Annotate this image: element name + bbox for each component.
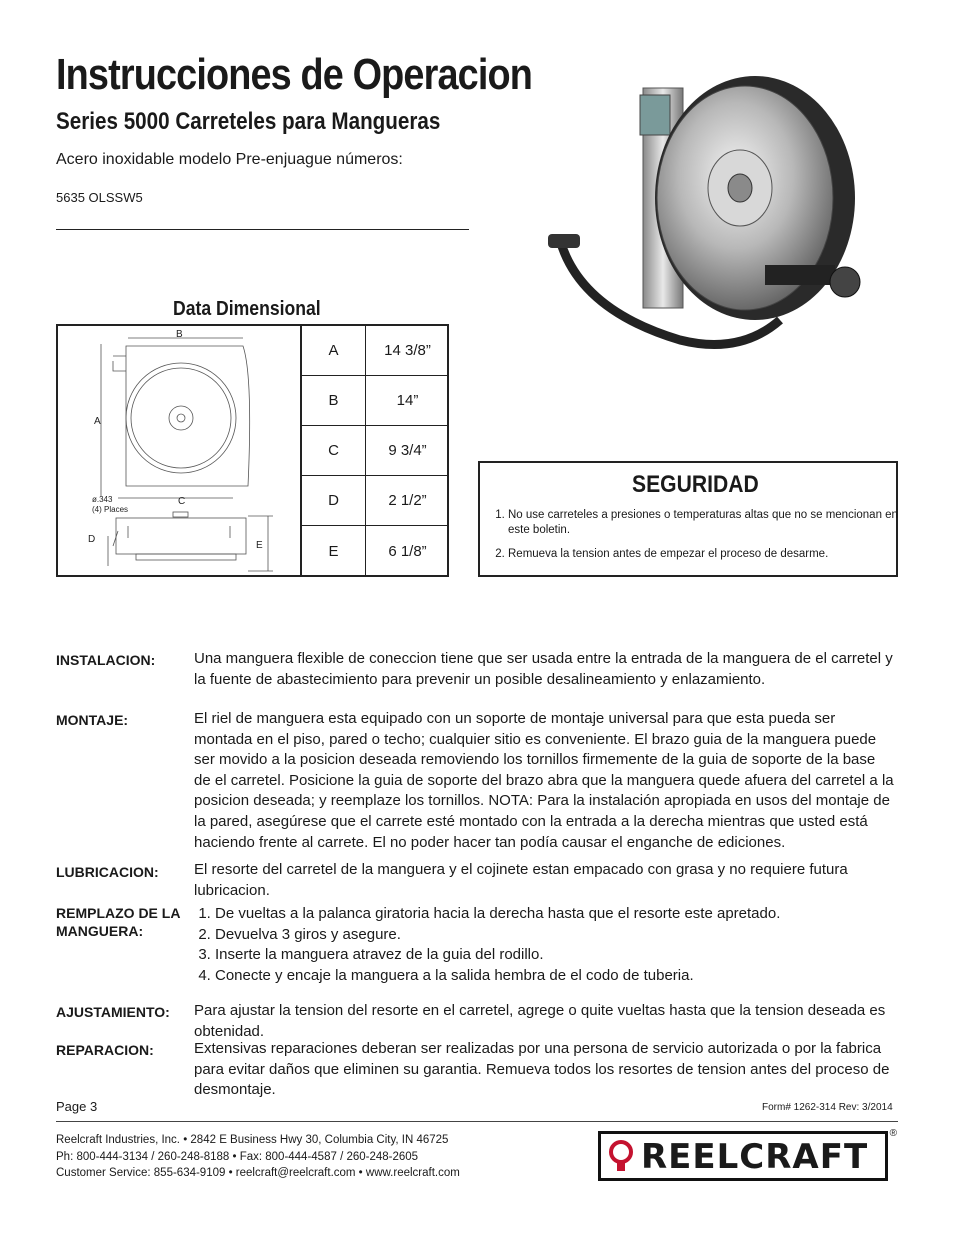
registered-mark: ® bbox=[889, 1128, 897, 1139]
dimension-key: E bbox=[302, 526, 366, 576]
list-item: 1. De vueltas a la palanca giratoria hacia la derecha hasta que el resorte este apretado. bbox=[215, 904, 894, 925]
reel-emblem-icon bbox=[607, 1140, 635, 1172]
dimension-table bbox=[300, 326, 449, 575]
hose-reel-photo bbox=[540, 70, 870, 350]
page-title: Instrucciones de Operacion bbox=[56, 50, 533, 99]
table-row bbox=[302, 526, 449, 576]
section-label-reparacion: REPARACION: bbox=[56, 1042, 154, 1058]
section-label-lubricacion: LUBRICACION: bbox=[56, 864, 159, 880]
address-line: Reelcraft Industries, Inc. • 2842 E Business Hwy 30, Columbia City, IN 46725 bbox=[56, 1134, 449, 1146]
company-address bbox=[56, 1132, 460, 1182]
model-intro: Acero inoxidable modelo Pre-enjuague números: bbox=[56, 151, 403, 168]
section-text-lubricacion: El resorte del carretel de la manguera y el cojinete estan empacado con grasa y no requiere futura lubricacion. bbox=[194, 861, 848, 899]
list-item: 2. Remueva la tension antes de empezar el proceso de desarme. bbox=[508, 547, 898, 562]
table-row bbox=[302, 476, 449, 526]
form-number: Form# 1262-314 Rev: 3/2014 bbox=[762, 1102, 893, 1113]
drawing-label-hole-diameter: ø.343 bbox=[92, 495, 113, 504]
table-row bbox=[302, 376, 449, 426]
page-number: Page 3 bbox=[56, 1099, 98, 1114]
dimension-drawing bbox=[58, 326, 300, 575]
dimensional-heading: Data Dimensional bbox=[173, 298, 321, 320]
list-item: 2. Devuelva 3 giros y asegure. bbox=[215, 925, 894, 946]
dimension-key: B bbox=[302, 376, 366, 425]
safety-box bbox=[478, 461, 898, 577]
section-label-montaje: MONTAJE: bbox=[56, 712, 129, 728]
table-row bbox=[302, 326, 449, 376]
drawing-label-hole-count: (4) Places bbox=[92, 505, 129, 514]
drawing-label-c: C bbox=[178, 496, 186, 507]
section-text-ajustamiento: Para ajustar la tension del resorte en el carretel, agrege o quite vueltas hasta que la tension deseada es obtenidad. bbox=[194, 1002, 886, 1040]
dimension-key: C bbox=[302, 426, 366, 475]
safety-heading: SEGURIDAD bbox=[632, 471, 759, 498]
dimension-value: 9 3/4” bbox=[388, 442, 427, 459]
dimension-value: 6 1/8” bbox=[388, 542, 427, 560]
dimension-key: D bbox=[302, 476, 366, 525]
dimension-value: 14 3/8” bbox=[384, 342, 431, 359]
drawing-label-d: D bbox=[88, 534, 96, 545]
list-item: 4. Conecte y encaje la manguera a la salida hembra de el codo de tuberia. bbox=[215, 966, 894, 987]
dimensional-box bbox=[56, 324, 449, 577]
address-line: Ph: 800-444-3134 / 260-248-8188 • Fax: 800-444-4587 / 260-248-2605 bbox=[56, 1150, 419, 1163]
list-item: 3. Inserte la manguera atravez de la guia del rodillo. bbox=[215, 945, 894, 966]
footer-divider bbox=[56, 1121, 898, 1122]
drawing-label-e: E bbox=[256, 540, 263, 551]
safety-list bbox=[488, 508, 898, 571]
dimension-key: A bbox=[302, 326, 366, 375]
section-text-reparacion: Extensivas reparaciones deberan ser realizadas por una persona de servicio autorizada o por la fabrica para evitar daños que eliminen su garantia. Remueva todos los resortes de tension antes del proceso de desmontaje. bbox=[194, 1040, 890, 1099]
dimension-value: 2 1/2” bbox=[388, 492, 427, 509]
page-subtitle: Series 5000 Carreteles para Mangueras bbox=[56, 108, 441, 135]
section-label-instalacion: INSTALACION: bbox=[56, 652, 156, 668]
section-text-montaje: El riel de manguera esta equipado con un soporte de montaje universal para que esta pueda ser montada en el piso, pared o techo; cualquier sitio es conveniente. El brazo guia de la manguera puede ser movido a la posicion deseada removiendo los tornillos firmemente de la guia de soporte de la base de el carretel. Posicione la guia de soporte del brazo abra que la manguera quede afuera del carretel a la posicion deseada; y reemplaze los tornillos. NOTA: Para la instalación apropiada en usos del montaje de la pared, asegúrese que el carrete esté montado con la entrada a la derecha mientras que usted está haciendo frente al carrete. El no poder hacer tan podía causar el enganche de ediciones. bbox=[194, 710, 894, 851]
reelcraft-logo bbox=[598, 1128, 897, 1181]
list-item: 1. No use carreteles a presiones o temperaturas altas que no se mencionan en este boletin. bbox=[508, 508, 898, 538]
section-label-ajustamiento: AJUSTAMIENTO: bbox=[56, 1004, 170, 1020]
section-label-remplazo: REMPLAZO DE LA MANGUERA: bbox=[56, 905, 180, 939]
table-row bbox=[302, 426, 449, 476]
section-text-instalacion: Una manguera flexible de coneccion tiene que ser usada entre la entrada de la manguera de el carretel y la fuente de abastecimiento para prevenir un posible desalineamiento y enlazamiento. bbox=[194, 650, 893, 688]
model-number: 5635 OLSSW5 bbox=[56, 190, 143, 205]
drawing-label-a: A bbox=[94, 416, 101, 427]
drawing-label-b: B bbox=[176, 329, 183, 340]
header-divider bbox=[56, 229, 469, 230]
address-line: Customer Service: 855-634-9109 • reelcraft@reelcraft.com • www.reelcraft.com bbox=[56, 1167, 460, 1179]
logo-text: REELCRAFT bbox=[641, 1137, 869, 1177]
dimension-value: 14” bbox=[396, 392, 419, 409]
section-steps-remplazo bbox=[194, 904, 894, 986]
